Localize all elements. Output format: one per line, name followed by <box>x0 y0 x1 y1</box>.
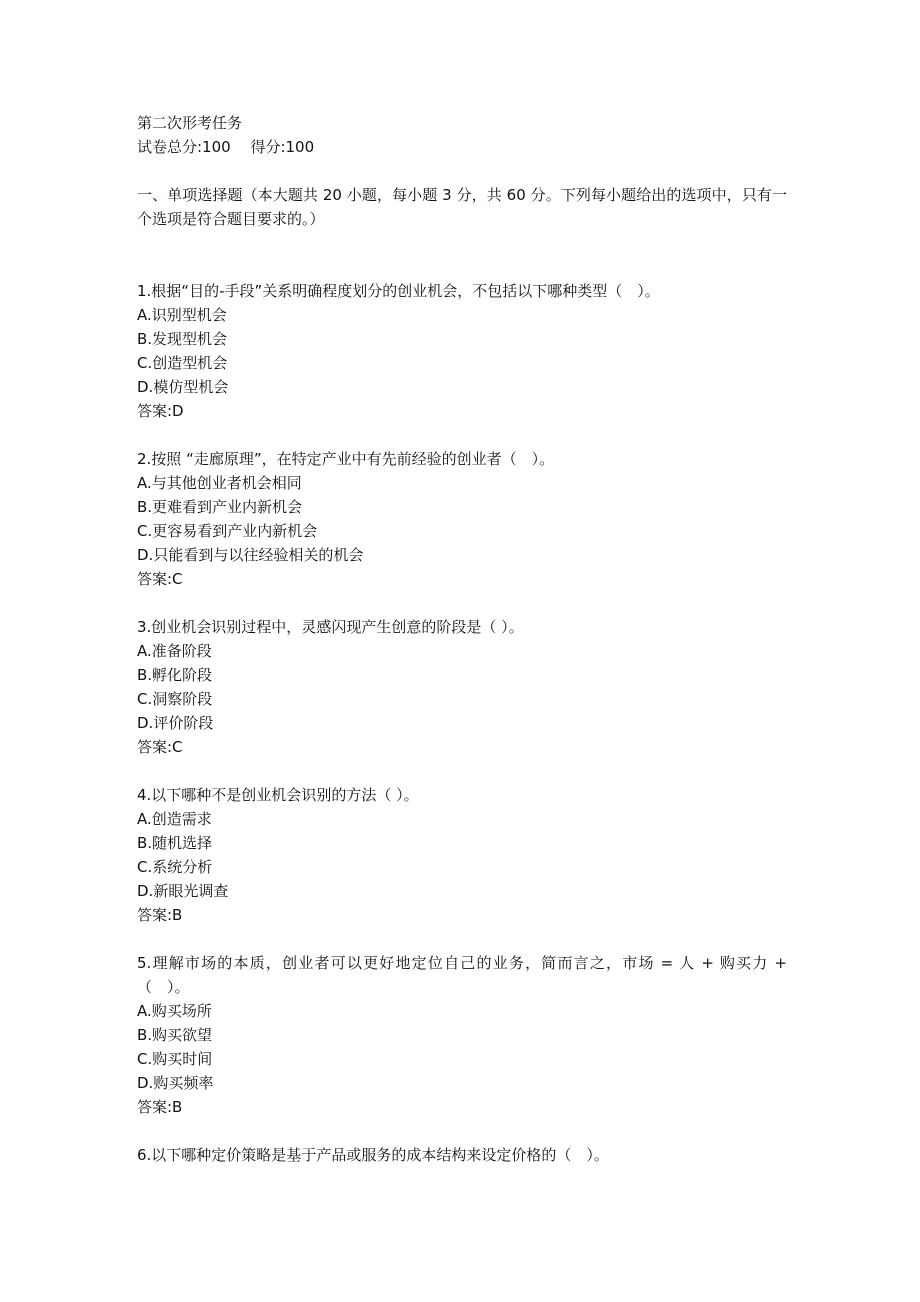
score-line: 试卷总分:100 得分:100 <box>137 138 315 156</box>
answer-line: 答案:B <box>137 906 183 924</box>
option-d: D.评价阶段 <box>137 714 214 732</box>
answer-line: 答案:C <box>137 570 183 588</box>
option-c: C.更容易看到产业内新机会 <box>137 522 318 540</box>
answer-line: 答案:C <box>137 738 183 756</box>
option-a: A.与其他创业者机会相同 <box>137 474 302 492</box>
answer-line: 答案:B <box>137 1098 183 1116</box>
option-c: C.系统分析 <box>137 858 213 876</box>
option-b: B.孵化阶段 <box>137 666 213 684</box>
question-stem: 4.以下哪种不是创业机会识别的方法（ ）。 <box>137 786 419 804</box>
option-c: C.创造型机会 <box>137 354 228 372</box>
option-d: D.购买频率 <box>137 1074 214 1092</box>
question-block <box>137 1143 787 1167</box>
question-block <box>137 447 787 591</box>
option-b: B.更难看到产业内新机会 <box>137 498 303 516</box>
question-stem: 6.以下哪种定价策略是基于产品或服务的成本结构来设定价格的（ ）。 <box>137 1146 609 1164</box>
option-a: A.创造需求 <box>137 810 212 828</box>
question-stem: 2.按照 “走廊原理”，在特定产业中有先前经验的创业者（ ）。 <box>137 450 555 468</box>
question-stem: 5.理解市场的本质，创业者可以更好地定位自己的业务，简而言之，市场 = 人 + 购买力 +（ ）。 <box>137 954 787 996</box>
option-c: C.洞察阶段 <box>137 690 213 708</box>
option-d: D.只能看到与以往经验相关的机会 <box>137 546 364 564</box>
document-title: 第二次形考任务 <box>137 114 243 132</box>
question-block <box>137 279 787 423</box>
option-d: D.模仿型机会 <box>137 378 229 396</box>
question-stem: 1.根据“目的-手段”关系明确程度划分的创业机会，不包括以下哪种类型（ ）。 <box>137 282 660 300</box>
question-block <box>137 951 787 1119</box>
option-b: B.随机选择 <box>137 834 213 852</box>
question-stem: 3.创业机会识别过程中，灵感闪现产生创意的阶段是（ ）。 <box>137 618 524 636</box>
question-block <box>137 615 787 759</box>
option-a: A.识别型机会 <box>137 306 227 324</box>
option-b: B.发现型机会 <box>137 330 228 348</box>
option-b: B.购买欲望 <box>137 1026 213 1044</box>
option-c: C.购买时间 <box>137 1050 213 1068</box>
option-d: D.新眼光调查 <box>137 882 229 900</box>
question-block <box>137 783 787 927</box>
section-heading: 一、单项选择题（本大题共 20 小题，每小题 3 分，共 60 分。下列每小题给出的选项中，只有一个选项是符合题目要求的。） <box>137 186 787 228</box>
answer-line: 答案:D <box>137 402 184 420</box>
document-page <box>137 111 787 1191</box>
option-a: A.购买场所 <box>137 1002 212 1020</box>
option-a: A.准备阶段 <box>137 642 212 660</box>
